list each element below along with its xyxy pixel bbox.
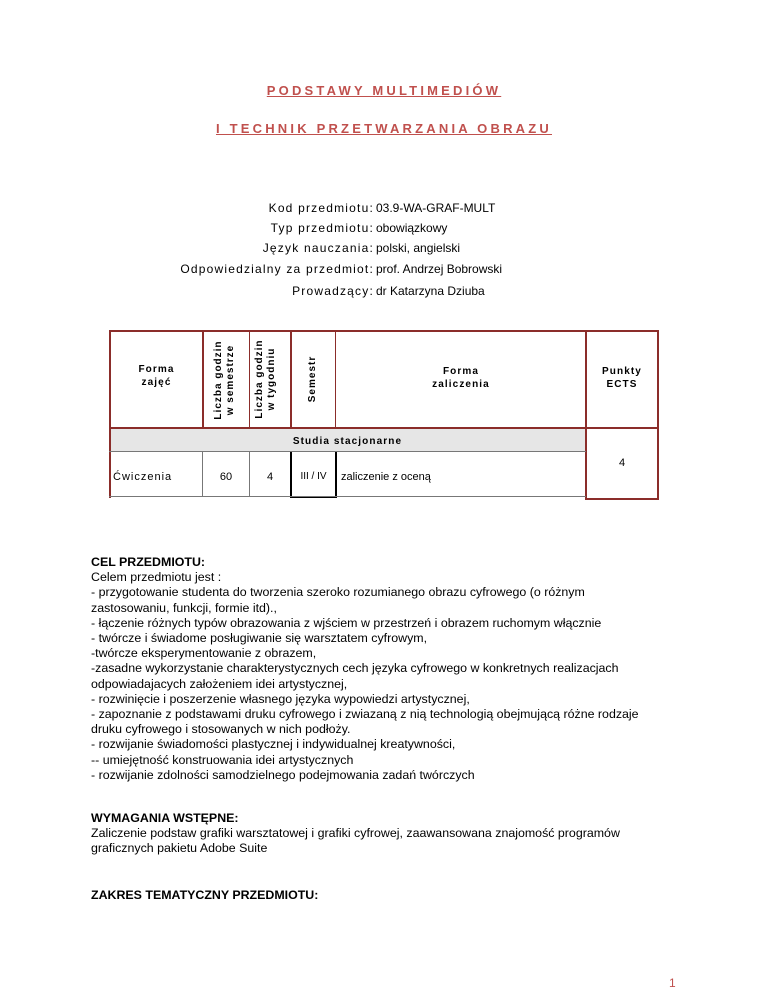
section-zakres [91, 888, 691, 903]
cel-line: Celem przedmiotu jest : [91, 570, 222, 585]
header-text: w tygodniu [266, 347, 277, 411]
cel-line: - rozwijanie świadomości plastycznej i indywidualnej kreatywności, [91, 737, 456, 752]
cel-line: - łączenie różnych typów obrazowania z wjściem w przestrzeń i obrazem ruchomym włącznie [91, 615, 602, 630]
table-border-right [657, 330, 659, 500]
meta-label: Odpowiedzialny za przedmiot: [180, 262, 374, 276]
cel-line: odpowiadajacych założeniem idei artystycznej, [91, 676, 348, 691]
cel-line: - twórcze i świadome posługiwanie się warsztatem cyfrowym, [91, 631, 428, 646]
row-godz-semestr: 60 [219, 471, 233, 483]
header-text: Liczba godzin [213, 340, 224, 420]
title-line-2: I TECHNIK PRZETWARZANIA OBRAZU [215, 121, 552, 136]
section-bottom-line [109, 451, 586, 452]
header-ects [587, 365, 657, 391]
row-bottom-line [109, 496, 586, 497]
row-forma: Ćwiczenia [113, 471, 173, 483]
title-line-1: PODSTAWY MULTIMEDIÓW [266, 83, 502, 98]
ects-bottom-line [585, 498, 659, 500]
header-text: Liczba godzin [254, 339, 265, 419]
cel-line: -zasadne wykorzystanie charakterystycznych cech języka cyfrowego w konkretnych realizacjach [91, 661, 619, 676]
cel-line: - zapoznanie z podstawami druku cyfrowego i zwiazaną z nią technologią obejmującą różne rodzaje [91, 707, 639, 722]
header-text: Punkty [602, 366, 642, 377]
table-border-left [109, 330, 111, 498]
col-divider [249, 330, 250, 428]
header-text: Forma [138, 364, 175, 375]
header-forma-zaliczenia [337, 365, 585, 391]
meta-value: prof. Andrzej Bobrowski [376, 262, 503, 276]
cel-line: - rozwinięcie i poszerzenie własnego języka wypowiedzi artystycznej, [91, 691, 470, 706]
meta-label: Kod przedmiotu: [268, 201, 374, 215]
meta-value: 03.9-WA-GRAF-MULT [376, 201, 496, 215]
row-godz-tydzien: 4 [266, 471, 274, 483]
header-godz-semestr [213, 335, 239, 425]
header-godz-tydzien [254, 327, 280, 431]
cel-line: - przygotowanie studenta do tworzenia szeroko rozumianego obrazu cyfrowego (o różnym [91, 585, 585, 600]
cel-line: -- umiejętność konstruowania idei artystycznych [91, 752, 354, 767]
header-text: w semestrze [225, 344, 236, 416]
header-text: Forma [442, 366, 480, 377]
header-text: zajęć [141, 377, 172, 388]
row-zaliczenie: zaliczenie z oceną [341, 471, 431, 483]
header-bottom-line [109, 427, 659, 429]
meta-value: obowiązkowy [376, 221, 448, 235]
header-text: zaliczenia [432, 379, 490, 390]
meta-label: Prowadzący: [292, 284, 374, 298]
table-border-top [109, 330, 659, 332]
meta-label: Typ przedmiotu: [270, 221, 374, 235]
section-label: Studia stacjonarne [292, 436, 403, 447]
row-semestr: III / IV [300, 471, 327, 482]
wymagania-line: graficznych pakietu Adobe Suite [91, 841, 268, 856]
row-ects: 4 [618, 457, 626, 469]
cel-heading: CEL PRZEDMIOTU: [91, 555, 206, 569]
meta-label: Język nauczania: [262, 241, 374, 255]
page-number: 1 [669, 976, 676, 990]
cel-line: - rozwijanie zdolności samodzielnego podejmowania zadań twórczych [91, 767, 475, 782]
col-divider [202, 330, 204, 428]
header-semestr: Semestr [307, 355, 318, 403]
col-divider [335, 330, 336, 428]
section-wymagania [91, 811, 691, 857]
section-cel [91, 555, 691, 783]
meta-value: dr Katarzyna Dziuba [376, 284, 485, 298]
wymagania-line: Zaliczenie podstaw grafiki warsztatowej i grafiki cyfrowej, zaawansowana znajomość programów [91, 826, 620, 841]
col-divider [290, 330, 292, 428]
col-divider-ects [585, 330, 587, 500]
header-text: ECTS [606, 379, 638, 390]
header-forma-zajec [111, 363, 202, 389]
course-table [109, 330, 659, 498]
zakres-heading: ZAKRES TEMATYCZNY PRZEDMIOTU: [91, 888, 319, 902]
cel-line: druku cyfrowego i stosowanych w nich podłoży. [91, 722, 351, 737]
row-divider [335, 452, 337, 498]
meta-value: polski, angielski [376, 241, 461, 255]
wymagania-heading: WYMAGANIA WSTĘPNE: [91, 811, 239, 825]
cel-line: -twórcze eksperymentowanie z obrazem, [91, 646, 317, 661]
cel-line: zastosowaniu, funkcji, formie itd)., [91, 600, 277, 615]
